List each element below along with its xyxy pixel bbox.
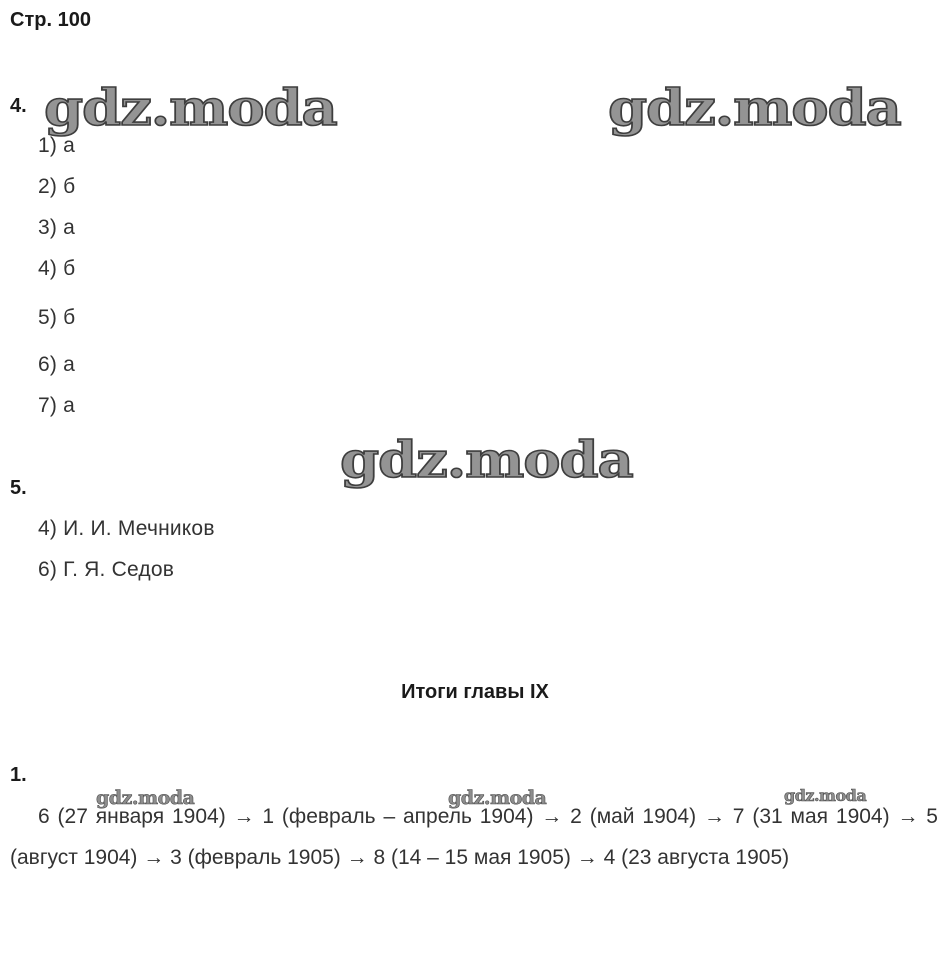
watermark-logo: gdz.moda	[448, 787, 547, 809]
section-title: Итоги главы IX	[401, 681, 549, 703]
task-4-answer-3: 3) а	[38, 216, 75, 239]
task-5-answer-2: 6) Г. Я. Седов	[38, 558, 175, 581]
task-1-sequence-text: 6 (27 января 1904) → 1 (февраль – апрель 1904) → 2 (май 1904) → 7 (31 мая 1904) → 5 (август 1904) → 3 (февраль 1905) → 8 (14 – 15 мая 1905) → 4 (23 августа 1905)	[10, 805, 938, 869]
task-4-answer-7: 7) а	[38, 394, 75, 417]
page-header: Стр. 100	[10, 9, 91, 31]
task-4-answer-4: 4) б	[38, 257, 76, 280]
watermark-logo: gdz.moda	[96, 787, 195, 809]
task-5-number: 5.	[10, 477, 27, 499]
task-4-number: 4.	[10, 95, 27, 117]
task-4-answer-5: 5) б	[38, 306, 76, 329]
watermark-logo: gdz.moda	[608, 78, 901, 137]
watermark-logo: gdz.moda	[44, 78, 337, 137]
task-4-answer-6: 6) а	[38, 353, 75, 376]
watermark-logo: gdz.moda	[784, 786, 867, 805]
task-5-answer-1: 4) И. И. Мечников	[38, 517, 215, 540]
watermark-logo: gdz.moda	[340, 430, 633, 489]
task-1-number: 1.	[10, 764, 27, 786]
task-4-answer-1: 1) а	[38, 134, 75, 157]
task-4-answer-2: 2) б	[38, 175, 76, 198]
